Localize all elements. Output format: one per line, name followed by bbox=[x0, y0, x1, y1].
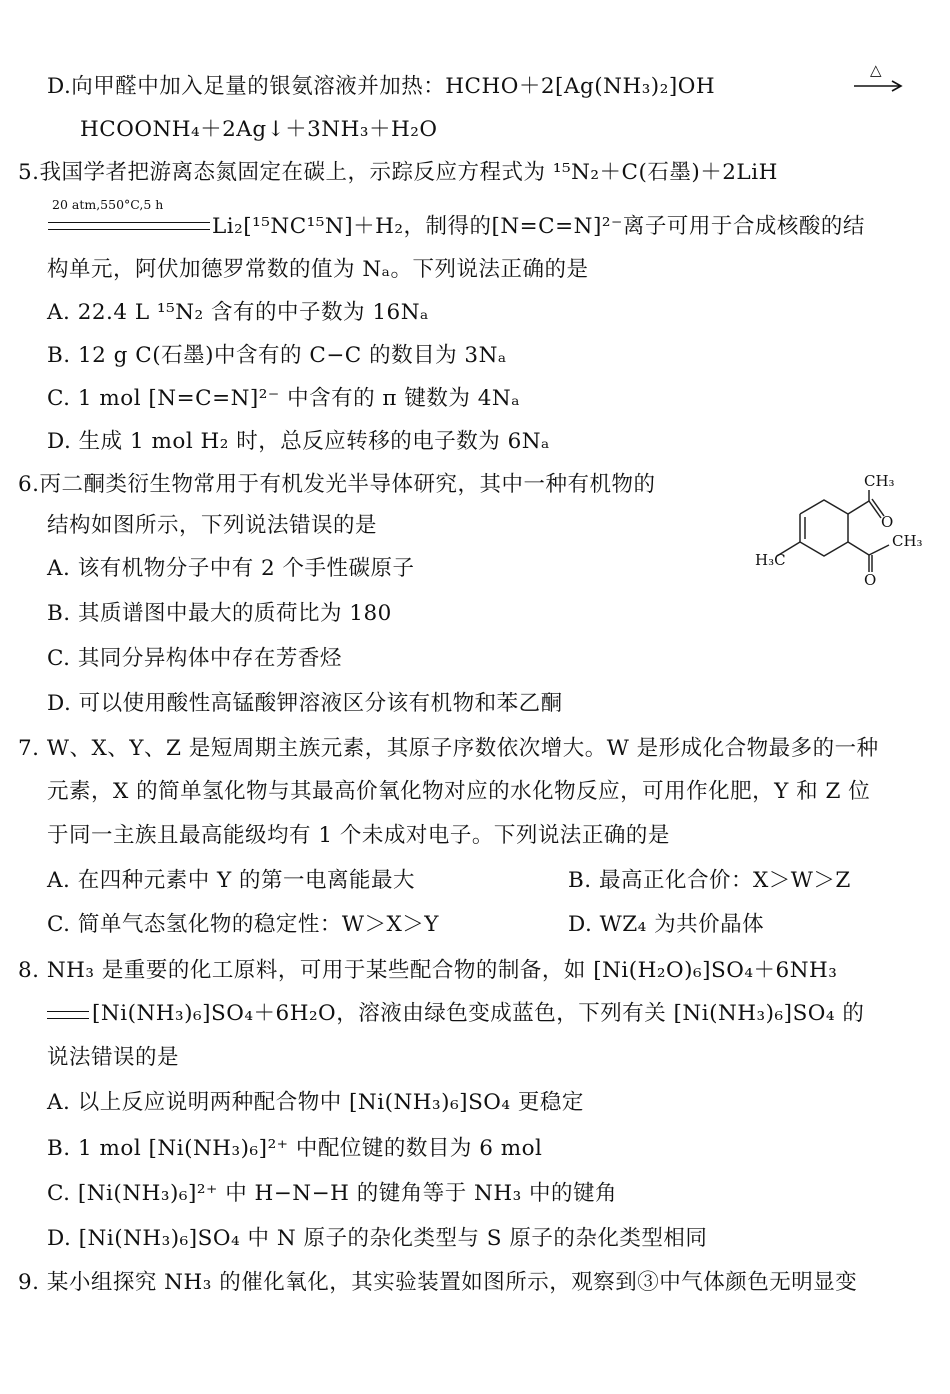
q7-option-c: C. 简单气态氢化物的稳定性：W＞X＞Y bbox=[47, 912, 439, 937]
q8-stem-line2: [Ni(NH₃)₆]SO₄＋6H₂O，溶液由绿色变成蓝色，下列有关 [Ni(NH₃)₆]SO₄ 的 bbox=[92, 1001, 865, 1026]
molecule-structure-figure bbox=[753, 466, 931, 592]
methyl-left-label: H₃C bbox=[755, 551, 786, 569]
q7-stem-line2: 元素，X 的简单氢化物与其最高价氧化物对应的水化物反应，可用作化肥，Y 和 Z 位 bbox=[47, 779, 871, 804]
q8-option-a: A. 以上反应说明两种配合物中 [Ni(NH₃)₆]SO₄ 更稳定 bbox=[47, 1090, 584, 1115]
q5-option-b: B. 12 g C(石墨)中含有的 C−C 的数目为 3Nₐ bbox=[47, 343, 507, 368]
q9-stem-line1: 9. 某小组探究 NH₃ 的催化氧化，其实验装置如图所示，观察到③中气体颜色无明显变 bbox=[18, 1270, 858, 1295]
q5-equals-sign bbox=[48, 222, 210, 230]
q6-stem-line2: 结构如图所示，下列说法错误的是 bbox=[47, 513, 378, 538]
q7-option-b: B. 最高正化合价：X＞W＞Z bbox=[568, 868, 851, 893]
q8-stem-line3: 说法错误的是 bbox=[47, 1045, 180, 1070]
q6-option-c: C. 其同分异构体中存在芳香烃 bbox=[47, 646, 342, 671]
q4-option-d-line1: D.向甲醛中加入足量的银氨溶液并加热：HCHO＋2[Ag(NH₃)₂]OH bbox=[47, 74, 716, 99]
q7-stem-line3: 于同一主族且最高能级均有 1 个未成对电子。下列说法正确的是 bbox=[47, 823, 670, 848]
q8-option-b: B. 1 mol [Ni(NH₃)₆]²⁺ 中配位键的数目为 6 mol bbox=[47, 1136, 543, 1161]
molecule-bonds bbox=[753, 466, 931, 592]
q5-stem-line1: 5.我国学者把游离态氮固定在碳上，示踪反应方程式为 ¹⁵N₂＋C(石墨)＋2LiH bbox=[18, 160, 778, 185]
q6-option-d: D. 可以使用酸性高锰酸钾溶液区分该有机物和苯乙酮 bbox=[47, 691, 563, 716]
q8-option-c: C. [Ni(NH₃)₆]²⁺ 中 H−N−H 的键角等于 NH₃ 中的键角 bbox=[47, 1181, 618, 1206]
heating-arrow bbox=[852, 62, 904, 96]
q6-option-b: B. 其质谱图中最大的质荷比为 180 bbox=[47, 601, 392, 626]
q5-reaction-conditions: 20 atm,550°C,5 h bbox=[52, 197, 164, 212]
methyl-top-label: CH₃ bbox=[864, 472, 895, 490]
methyl-right-label: CH₃ bbox=[892, 532, 923, 550]
heat-triangle-icon: △ bbox=[870, 61, 882, 79]
q6-option-a: A. 该有机物分子中有 2 个手性碳原子 bbox=[47, 556, 415, 581]
right-arrow-icon bbox=[852, 62, 904, 96]
q5-option-a: A. 22.4 L ¹⁵N₂ 含有的中子数为 16Nₐ bbox=[47, 300, 429, 325]
q7-stem-line1: 7. W、X、Y、Z 是短周期主族元素，其原子序数依次增大。W 是形成化合物最多的一种 bbox=[18, 736, 879, 761]
q7-option-d: D. WZ₄ 为共价晶体 bbox=[568, 912, 765, 937]
q5-option-d: D. 生成 1 mol H₂ 时，总反应转移的电子数为 6Nₐ bbox=[47, 429, 550, 454]
q5-stem-line2: Li₂[¹⁵NC¹⁵N]＋H₂，制得的[N=C=N]²⁻离子可用于合成核酸的结 bbox=[212, 214, 865, 239]
q7-option-a: A. 在四种元素中 Y 的第一电离能最大 bbox=[47, 868, 416, 893]
oxygen-top-label: O bbox=[881, 513, 894, 531]
q5-stem-line3: 构单元，阿伏加德罗常数的值为 Nₐ。下列说法正确的是 bbox=[47, 257, 589, 282]
q4-option-d-line2: HCOONH₄＋2Ag↓＋3NH₃＋H₂O bbox=[80, 117, 438, 142]
q5-option-c: C. 1 mol [N=C=N]²⁻ 中含有的 π 键数为 4Nₐ bbox=[47, 386, 521, 411]
q6-stem-line1: 6.丙二酮类衍生物常用于有机发光半导体研究，其中一种有机物的 bbox=[18, 472, 656, 497]
q8-equals-sign bbox=[47, 1011, 89, 1019]
q8-stem-line1: 8. NH₃ 是重要的化工原料，可用于某些配合物的制备，如 [Ni(H₂O)₆]SO₄＋6NH₃ bbox=[18, 958, 838, 983]
q8-option-d: D. [Ni(NH₃)₆]SO₄ 中 N 原子的杂化类型与 S 原子的杂化类型相同 bbox=[47, 1226, 708, 1251]
oxygen-bottom-label: O bbox=[864, 571, 877, 589]
